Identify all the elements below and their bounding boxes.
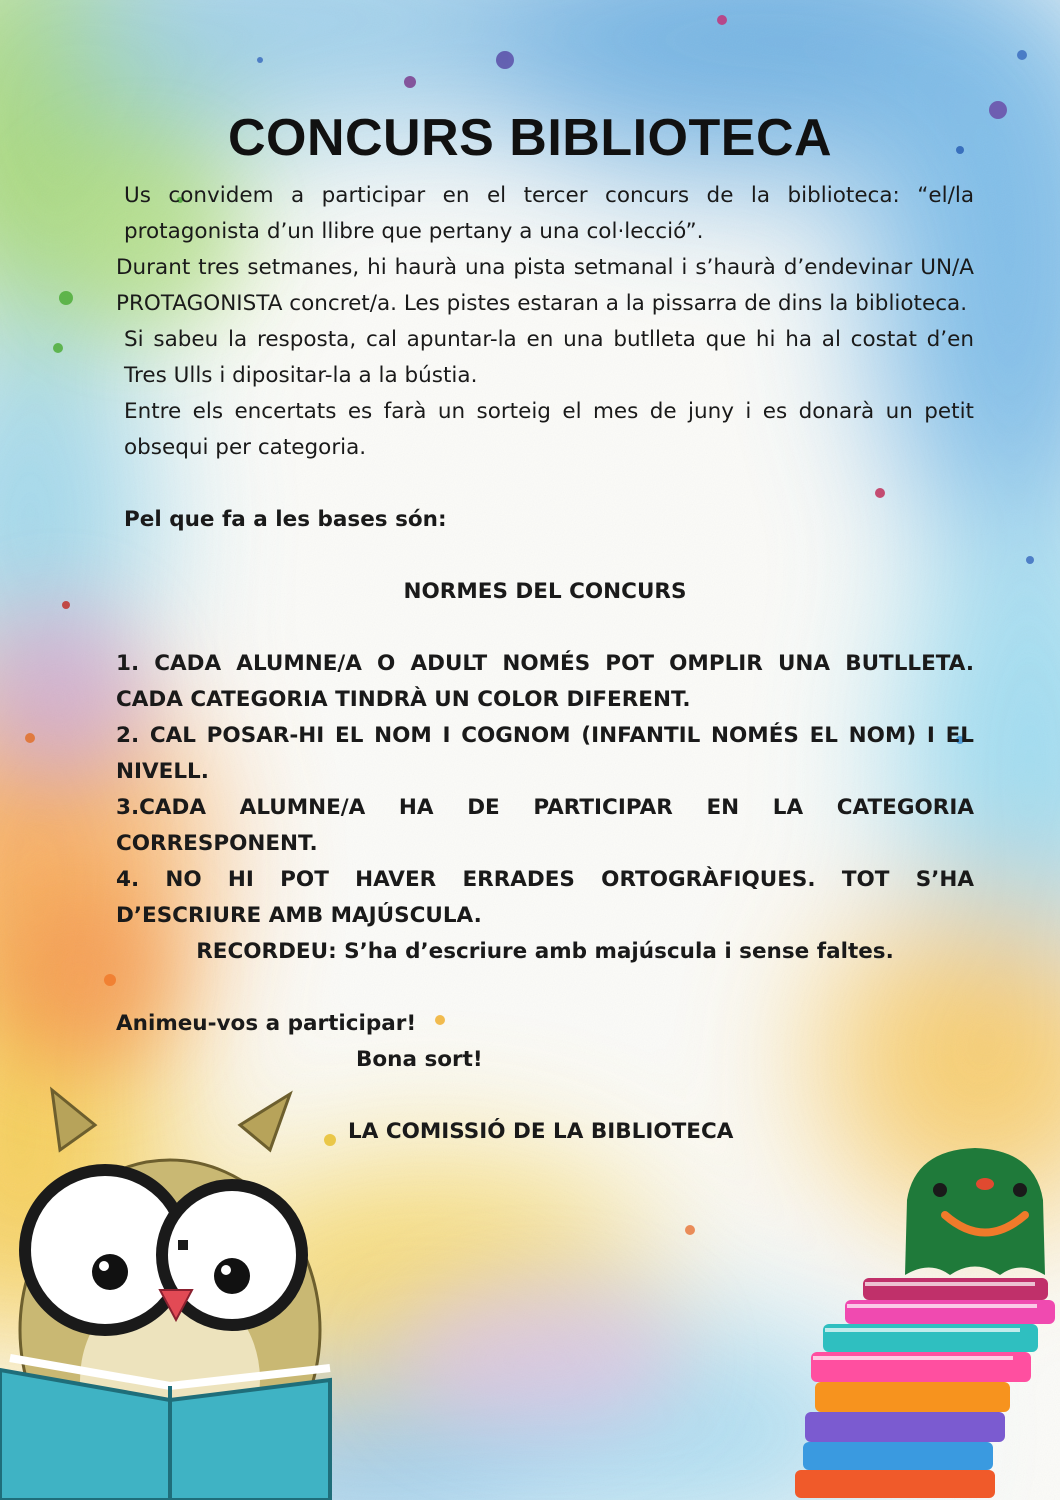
good-luck-text: Bona sort! bbox=[356, 1047, 483, 1072]
page-title: CONCURS BIBLIOTECA bbox=[227, 109, 833, 167]
intro-paragraph-4: Entre els encertats es farà un sorteig el mes de juny i es donarà un petit obsequi per categoria. bbox=[124, 399, 974, 460]
signature: LA COMISSIÓ DE LA BIBLIOTECA bbox=[348, 1119, 734, 1144]
rules-heading: NORMES DEL CONCURS bbox=[403, 579, 687, 604]
content-body bbox=[116, 178, 974, 1150]
encourage-text: Animeu-vos a participar! bbox=[116, 1011, 417, 1036]
bases-intro: Pel que fa a les bases són: bbox=[124, 507, 447, 532]
intro-paragraph-1: Us convidem a participar en el tercer concurs de la biblioteca: “el/la protagonista d’un llibre que pertany a una col·lecció”. bbox=[124, 183, 974, 244]
book-stack-icon bbox=[785, 1270, 1060, 1500]
owl-reading-icon bbox=[0, 1080, 340, 1500]
rule-2: 2. CAL POSAR-HI EL NOM I COGNOM (INFANTIL NOMÉS EL NOM) I EL NIVELL. bbox=[116, 723, 974, 784]
reminder: RECORDEU: S’ha d’escriure amb majúscula i sense faltes. bbox=[196, 939, 894, 964]
intro-paragraph-3: Si sabeu la resposta, cal apuntar-la en una butlleta que hi ha al costat d’en Tres Ulls i dipositar-la a la bústia. bbox=[124, 327, 974, 388]
intro-paragraph-2: Durant tres setmanes, hi haurà una pista setmanal i s’haurà d’endevinar UN/A PROTAGONISTA concret/a. Les pistes estaran a la pissarra de dins la biblioteca. bbox=[116, 255, 974, 316]
green-monster-icon bbox=[895, 1140, 1055, 1280]
rule-4: 4. NO HI POT HAVER ERRADES ORTOGRÀFIQUES. TOT S’HA D’ESCRIURE AMB MAJÚSCULA. bbox=[116, 867, 974, 928]
rule-3: 3.CADA ALUMNE/A HA DE PARTICIPAR EN LA CATEGORIA CORRESPONENT. bbox=[116, 795, 974, 856]
rule-1: 1. CADA ALUMNE/A O ADULT NOMÉS POT OMPLIR UNA BUTLLETA. CADA CATEGORIA TINDRÀ UN COLOR DIFERENT. bbox=[116, 651, 974, 712]
